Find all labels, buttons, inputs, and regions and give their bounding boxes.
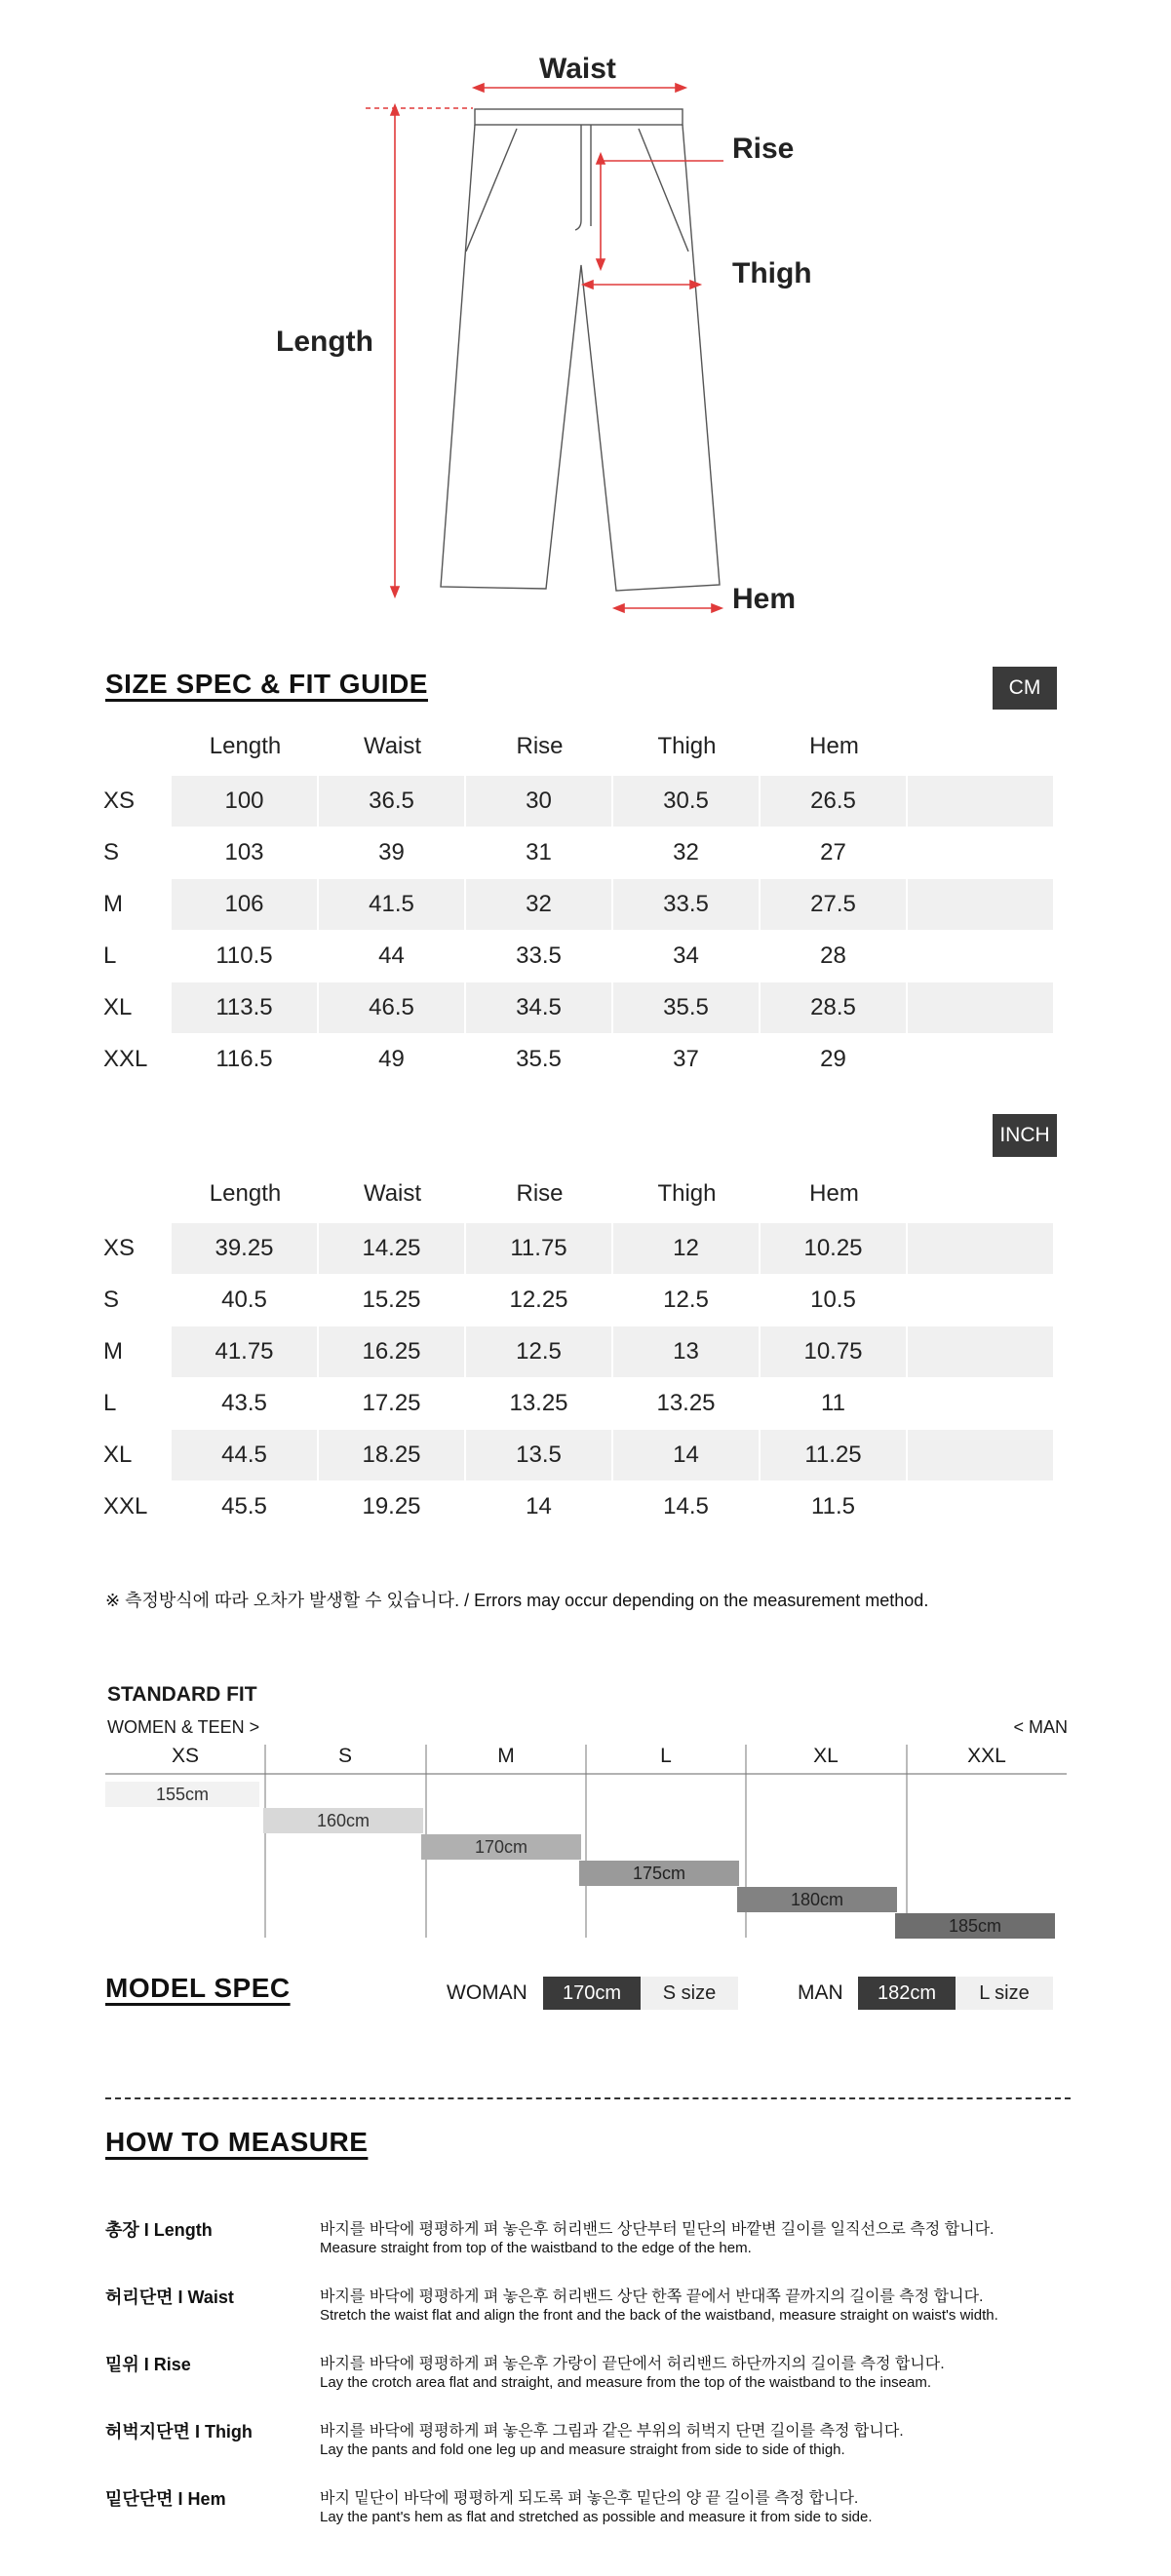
table-cell: 27 [820,839,846,865]
column-header: Hem [809,1180,859,1207]
woman-label: WOMAN [447,1981,527,2004]
column-header: Hem [809,733,859,759]
table-row [105,1275,1071,1326]
waist-label: Waist [539,53,616,85]
table-cell: 116.5 [215,1046,273,1072]
table-cell: 15.25 [362,1287,421,1313]
column-header: Waist [363,733,422,759]
size-label: XL [103,1442,133,1468]
table-cell: 11 [821,1390,845,1416]
table-cell: 100 [172,776,317,827]
table-cell: 11.25 [761,1430,906,1480]
measure-item-label: 밑단단면 I Hem [105,2489,226,2509]
fit-size-label: S [337,1745,352,1767]
table-cell: 103 [224,839,264,865]
fit-height-bar: 175cm [579,1861,739,1886]
table-cell: 13.25 [656,1390,716,1416]
table-cell [908,1378,1053,1429]
column-header: Length [209,733,282,759]
size-label: L [103,1390,117,1416]
table-cell: 16.25 [319,1326,464,1377]
table-cell: 34.5 [466,982,611,1033]
table-cell [908,982,1053,1033]
table-cell: 13.25 [509,1390,568,1416]
table-cell: 13.5 [466,1430,611,1480]
table-cell [908,879,1053,930]
man-label: < MAN [1013,1717,1068,1737]
size-label: XS [103,788,136,814]
size-label: S [103,839,120,865]
table-cell [908,1326,1053,1377]
table-cell: 11.5 [811,1493,855,1519]
cm-unit-badge: CM [993,667,1057,710]
size-label: XL [103,994,133,1020]
how-to-measure-title: HOW TO MEASURE [105,2127,369,2157]
table-cell: 29 [820,1046,846,1072]
table-row [105,1378,1071,1429]
table-cell: 32 [466,879,611,930]
table-cell [908,1430,1053,1480]
table-cell: 35.5 [516,1046,562,1072]
measure-item-english: Lay the pant's hem as flat and stretched as possible and measure it from side to side. [320,2509,873,2525]
fit-height-bar: 155cm [105,1782,259,1807]
size-label: L [103,942,117,969]
table-cell: 41.5 [319,879,464,930]
size-label: XS [103,1235,136,1261]
column-header: Length [209,1180,282,1207]
table-cell [908,776,1053,827]
table-cell: 17.25 [362,1390,421,1416]
table-cell: 26.5 [761,776,906,827]
table-cell: 113.5 [172,982,317,1033]
column-header: Thigh [657,733,717,759]
measure-item-label: 밑위 I Rise [105,2355,191,2374]
table-row [105,1223,1071,1274]
fit-height-bar: 160cm [263,1808,423,1833]
fit-height-bar: 185cm [895,1913,1055,1939]
table-row [105,827,1071,878]
table-cell: 28 [820,942,846,969]
column-header: Rise [516,1180,564,1207]
column-header: Rise [516,733,564,759]
women-teen-label: WOMEN & TEEN > [107,1717,260,1737]
pants-outline [0,0,1171,643]
table-cell: 10.75 [761,1326,906,1377]
measure-item-korean: 바지를 바닥에 평평하게 펴 놓은후 허리밴드 상단 한쪽 끝에서 반대쪽 끝까지의 길이를 측정 합니다. [320,2288,984,2305]
measure-item-english: Stretch the waist flat and align the front and the back of the waistband, measure straight on waist's width. [320,2307,998,2324]
measure-item-korean: 바지를 바닥에 평평하게 펴 놓은후 허리밴드 상단부터 밑단의 바깥변 길이를 일직선으로 측정 합니다. [320,2221,995,2238]
measure-item-korean: 바지를 바닥에 평평하게 펴 놓은후 그림과 같은 부위의 허벅지 단면 길이를 측정 합니다. [320,2423,904,2440]
table-cell: 14 [526,1493,552,1519]
table-cell: 39.25 [172,1223,317,1274]
table-cell: 30 [466,776,611,827]
table-cell: 43.5 [221,1390,267,1416]
measure-item-english: Measure straight from top of the waistband to the edge of the hem. [320,2240,752,2256]
size-label: M [103,1338,123,1365]
table-cell: 19.25 [362,1493,421,1519]
table-cell: 12 [613,1223,759,1274]
fit-size-label: XS [171,1745,199,1767]
table-cell: 14 [613,1430,759,1480]
measure-item-label: 허벅지단면 I Thigh [105,2422,253,2441]
table-cell [908,1481,1053,1532]
table-cell: 46.5 [319,982,464,1033]
fit-size-label: L [660,1745,672,1767]
fit-height-bar: 170cm [421,1834,581,1860]
man-height: 182cm [858,1977,956,2010]
measure-item-korean: 바지를 바닥에 평평하게 펴 놓은후 가랑이 끝단에서 허리밴드 하단까지의 길이를 측정 합니다. [320,2356,945,2372]
size-label: S [103,1287,120,1313]
table-cell: 37 [673,1046,699,1072]
table-cell: 31 [526,839,552,865]
table-cell: 12.5 [663,1287,709,1313]
table-row [105,931,1071,981]
table-cell: 33.5 [613,879,759,930]
length-label: Length [276,326,373,358]
table-cell: 10.25 [761,1223,906,1274]
rise-label: Rise [732,133,795,165]
measure-item-label: 총장 I Length [105,2220,213,2240]
table-cell: 32 [673,839,699,865]
table-cell: 14.5 [663,1493,709,1519]
table-cell: 36.5 [319,776,464,827]
table-row [105,1430,1071,1480]
size-label: M [103,891,123,917]
table-cell [908,1034,1053,1085]
fit-size-label: M [497,1745,515,1767]
table-cell: 40.5 [221,1287,267,1313]
pants-diagram [0,0,1171,643]
standard-fit-title: STANDARD FIT [107,1683,257,1706]
fit-height-bar: 180cm [737,1887,897,1912]
table-cell: 11.75 [466,1223,611,1274]
table-cell: 35.5 [613,982,759,1033]
table-cell: 106 [172,879,317,930]
fit-size-label: XXL [967,1745,1006,1767]
man-size: L size [956,1977,1053,2010]
table-cell: 110.5 [215,942,273,969]
table-cell: 18.25 [319,1430,464,1480]
table-cell: 39 [378,839,405,865]
table-cell: 12.5 [466,1326,611,1377]
measure-item-english: Lay the crotch area flat and straight, and measure from the top of the waistband to the inseam. [320,2374,932,2391]
table-cell: 28.5 [761,982,906,1033]
column-header: Waist [363,1180,422,1207]
measure-item-english: Lay the pants and fold one leg up and measure straight from side to side of thigh. [320,2441,845,2458]
table-cell [908,1223,1053,1274]
table-cell: 14.25 [319,1223,464,1274]
table-cell: 34 [673,942,699,969]
table-cell: 30.5 [613,776,759,827]
table-cell: 41.75 [172,1326,317,1377]
table-cell: 49 [378,1046,405,1072]
measure-item-label: 허리단면 I Waist [105,2288,234,2307]
table-cell [908,931,1053,981]
table-cell: 33.5 [516,942,562,969]
column-header: Thigh [657,1180,717,1207]
model-spec-title: MODEL SPEC [105,1973,291,2003]
table-row [105,982,1071,1033]
table-cell: 44 [378,942,405,969]
woman-height: 170cm [543,1977,641,2010]
table-cell [908,827,1053,878]
table-cell [908,1275,1053,1326]
table-cell: 44.5 [172,1430,317,1480]
hem-label: Hem [732,583,797,615]
fit-grid [105,1745,1067,1940]
inch-unit-badge: INCH [993,1114,1057,1157]
woman-size: S size [641,1977,738,2010]
thigh-label: Thigh [732,257,812,289]
standard-fit-chart [105,1745,1067,1940]
fit-size-label: XL [813,1745,839,1767]
table-row [105,776,1071,827]
table-cell: 27.5 [761,879,906,930]
table-row [105,1481,1071,1532]
measure-item-korean: 바지 밑단이 바닥에 평평하게 되도록 펴 놓은후 밑단의 양 끝 길이를 측정 합니다. [320,2490,859,2507]
table-cell: 45.5 [221,1493,267,1519]
table-cell: 12.25 [509,1287,568,1313]
measurement-note: ※ 측정방식에 따라 오차가 발생할 수 있습니다. / Errors may occur depending on the measurement method. [105,1591,929,1610]
size-label: XXL [103,1493,148,1519]
table-row [105,1034,1071,1085]
man-model-label: MAN [798,1981,843,2004]
size-label: XXL [103,1046,148,1072]
section-divider [105,2097,1071,2099]
table-row [105,879,1071,930]
table-cell: 10.5 [810,1287,856,1313]
table-row [105,1326,1071,1377]
size-spec-title: SIZE SPEC & FIT GUIDE [105,669,428,699]
table-cell: 13 [613,1326,759,1377]
